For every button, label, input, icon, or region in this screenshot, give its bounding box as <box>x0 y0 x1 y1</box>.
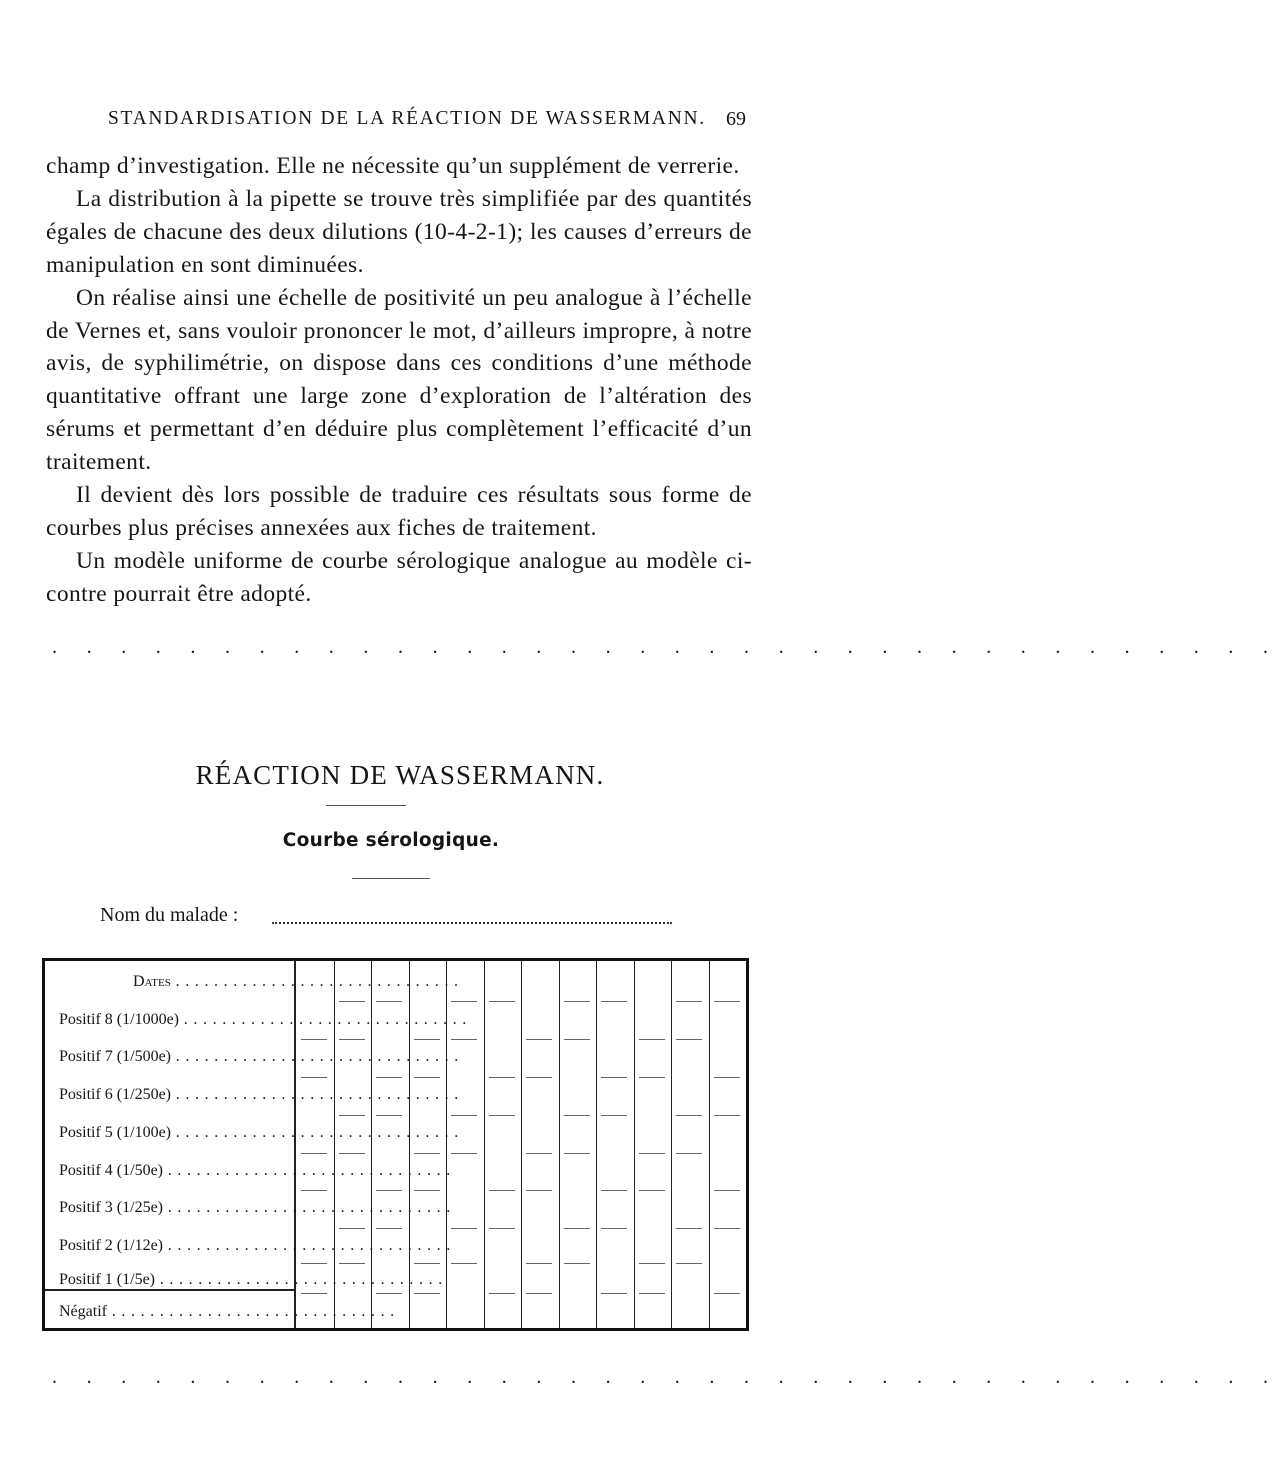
grid-tick <box>376 1001 402 1002</box>
grid-tick <box>376 1115 402 1116</box>
date-column-line <box>446 961 447 1328</box>
row-label: Dates . . . <box>133 973 283 991</box>
date-column-line <box>334 961 335 1328</box>
running-head <box>0 108 800 138</box>
grid-tick <box>451 1115 477 1116</box>
date-column-line <box>409 961 410 1328</box>
date-column-line <box>634 961 635 1328</box>
form-subtitle: Courbe sérologique. <box>282 830 500 851</box>
date-column-line <box>596 961 597 1328</box>
grid-tick <box>414 1077 440 1078</box>
grid-tick <box>451 1001 477 1002</box>
grid-tick <box>376 1293 402 1294</box>
negative-separator <box>45 1289 294 1291</box>
patient-name-dotted-line <box>272 922 672 924</box>
grid-tick <box>601 1115 627 1116</box>
row-label: Négatif . . . <box>59 1303 291 1321</box>
grid-tick <box>564 1001 590 1002</box>
grid-tick <box>526 1293 552 1294</box>
grid-tick <box>564 1039 590 1040</box>
paragraph: La distribution à la pipette se trouve très simplifiée par des quantités égales de chacune des deux dilutions (10-4-2-1); les causes d’erreurs de manipulation en sont diminuées. <box>46 185 752 278</box>
row-label: Positif 8 (1/1000e) . . . <box>59 1011 291 1029</box>
grid-tick <box>489 1190 515 1191</box>
grid-tick <box>489 1115 515 1116</box>
grid-tick <box>339 1263 365 1264</box>
grid-tick <box>564 1115 590 1116</box>
grid-tick <box>714 1115 740 1116</box>
grid-tick <box>301 1263 327 1264</box>
grid-tick <box>526 1077 552 1078</box>
grid-tick <box>451 1228 477 1229</box>
running-title: STANDARDISATION DE LA RÉACTION DE WASSERMANN. <box>108 108 706 129</box>
row-positif-7 <box>45 1040 294 1077</box>
grid-tick <box>714 1077 740 1078</box>
grid-tick <box>601 1077 627 1078</box>
dotted-separator: . . . . . . . . . . . . . . . . . . . . . . . . . . . . . . . . . . . . <box>52 635 1280 658</box>
grid-tick <box>339 1039 365 1040</box>
date-column-line <box>559 961 560 1328</box>
row-negatif <box>45 1295 294 1332</box>
grid-tick <box>339 1001 365 1002</box>
page-number: 69 <box>726 108 746 130</box>
row-label: Positif 3 (1/25e) . . . <box>59 1199 291 1217</box>
grid-tick <box>451 1263 477 1264</box>
grid-tick <box>639 1153 665 1154</box>
grid-tick <box>601 1293 627 1294</box>
grid-tick <box>451 1039 477 1040</box>
grid-tick <box>601 1190 627 1191</box>
grid-tick <box>676 1153 702 1154</box>
grid-tick <box>639 1263 665 1264</box>
grid-tick <box>564 1263 590 1264</box>
row-dates <box>45 965 294 1002</box>
grid-tick <box>714 1293 740 1294</box>
grid-tick <box>301 1153 327 1154</box>
dotted-separator-bottom: . . . . . . . . . . . . . . . . . . . . . . . . . . . . . . . . . . . . <box>52 1366 1280 1388</box>
grid-tick <box>414 1263 440 1264</box>
grid-tick <box>376 1077 402 1078</box>
row-label: Positif 6 (1/250e) . . . <box>59 1086 291 1104</box>
row-positif-5 <box>45 1116 294 1153</box>
grid-tick <box>489 1293 515 1294</box>
grid-tick <box>376 1190 402 1191</box>
grid-tick <box>301 1190 327 1191</box>
grid-tick <box>676 1263 702 1264</box>
grid-tick <box>451 1153 477 1154</box>
grid-tick <box>339 1115 365 1116</box>
grid-tick <box>301 1039 327 1040</box>
row-positif-6 <box>45 1078 294 1115</box>
row-label: Positif 4 (1/50e) . . . <box>59 1162 291 1180</box>
patient-name-field <box>100 904 680 932</box>
grid-tick <box>414 1293 440 1294</box>
grid-tick <box>489 1228 515 1229</box>
grid-tick <box>564 1153 590 1154</box>
grid-tick <box>376 1228 402 1229</box>
grid-tick <box>714 1190 740 1191</box>
grid-tick <box>676 1115 702 1116</box>
grid-tick <box>714 1001 740 1002</box>
grid-tick <box>639 1077 665 1078</box>
patient-name-label: Nom du malade : <box>100 904 239 926</box>
form-title: RÉACTION DE WASSERMANN. <box>195 760 605 790</box>
grid-tick <box>714 1228 740 1229</box>
grid-tick <box>639 1039 665 1040</box>
subtitle-rule <box>352 878 430 879</box>
grid-tick <box>526 1263 552 1264</box>
paragraph: Un modèle uniforme de courbe sérologique analogue au modèle ci-contre pourrait être adopté. <box>46 547 752 607</box>
row-label-column <box>45 961 296 1328</box>
grid-tick <box>526 1190 552 1191</box>
row-label: Positif 1 (1/5e) . . . <box>59 1271 291 1289</box>
row-positif-2 <box>45 1229 294 1266</box>
row-label: Positif 5 (1/100e) . . . <box>59 1124 291 1142</box>
date-column-line <box>521 961 522 1328</box>
date-column-line <box>671 961 672 1328</box>
serology-chart-table <box>42 958 749 1331</box>
grid-tick <box>639 1293 665 1294</box>
grid-tick <box>676 1228 702 1229</box>
date-column-line <box>371 961 372 1328</box>
grid-tick <box>301 1077 327 1078</box>
grid-tick <box>414 1039 440 1040</box>
row-positif-3 <box>45 1191 294 1228</box>
grid-tick <box>489 1077 515 1078</box>
date-column-line <box>484 961 485 1328</box>
row-label: Positif 2 (1/12e) . . . <box>59 1237 291 1255</box>
grid-tick <box>414 1153 440 1154</box>
grid-tick <box>301 1293 327 1294</box>
grid-tick <box>339 1153 365 1154</box>
paragraph: On réalise ainsi une échelle de positivité un peu analogue à l’échelle de Vernes et, sans vouloir prononcer le mot, d’ailleurs impropre, à notre avis, de syphilimétrie, on dispose dans ces conditions d’une méthode quantitative offrant une large zone d’exploration de l’altération des sérums et permettant d’en déduire plus complètement l’efficacité d’un traitement. <box>46 284 752 476</box>
grid-tick <box>676 1039 702 1040</box>
grid-tick <box>676 1001 702 1002</box>
title-rule <box>326 805 406 806</box>
grid-tick <box>489 1001 515 1002</box>
paragraph: Il devient dès lors possible de traduire ces résultats sous forme de courbes plus précises annexées aux fiches de traitement. <box>46 482 752 541</box>
date-column-line <box>709 961 710 1328</box>
grid-tick <box>639 1190 665 1191</box>
grid-tick <box>601 1001 627 1002</box>
grid-tick <box>526 1153 552 1154</box>
row-positif-8 <box>45 1003 294 1040</box>
row-label: Positif 7 (1/500e) . . . <box>59 1048 291 1066</box>
paragraph-continued: champ d’investigation. Elle ne nécessite qu’un supplément de verrerie. <box>46 153 740 179</box>
grid-tick <box>564 1228 590 1229</box>
grid-tick <box>526 1039 552 1040</box>
body-text <box>46 150 1280 664</box>
grid-tick <box>414 1190 440 1191</box>
grid-tick <box>601 1228 627 1229</box>
grid-tick <box>339 1228 365 1229</box>
row-positif-4 <box>45 1154 294 1191</box>
